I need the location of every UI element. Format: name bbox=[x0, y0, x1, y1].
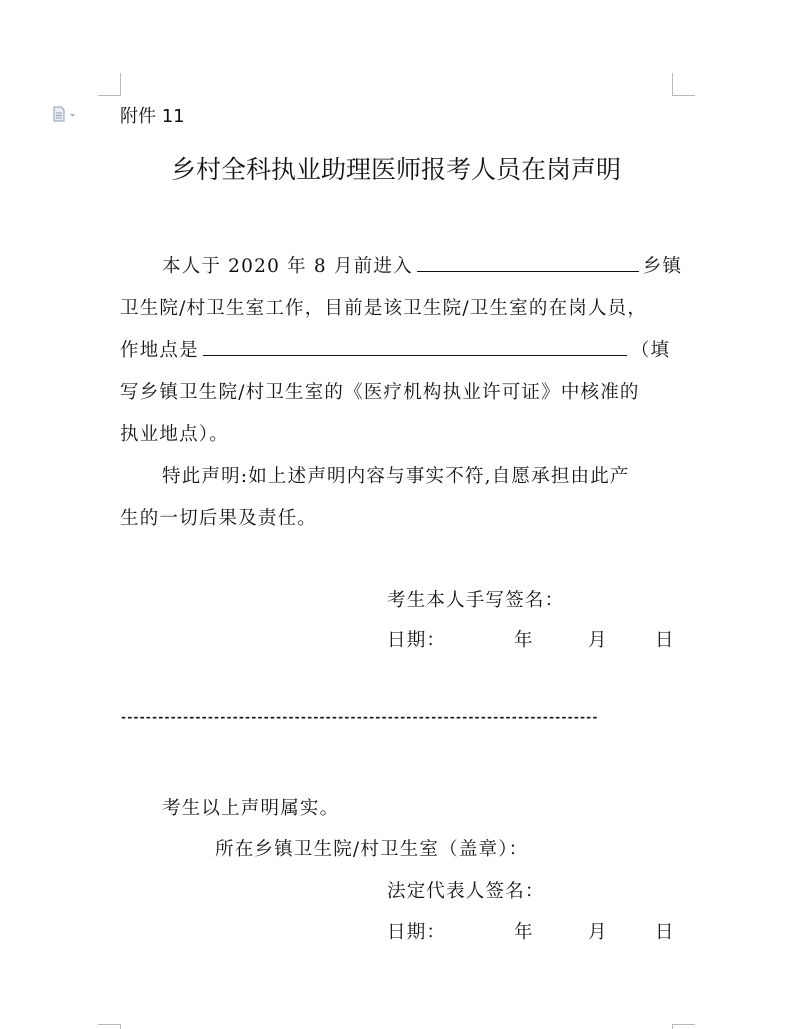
institution-date-label: 日期： bbox=[387, 922, 447, 943]
institution-date-day: 日 bbox=[655, 922, 675, 943]
dashed-divider: ----------------------------------------------------------------------------- bbox=[120, 710, 598, 724]
crop-mark-bottom-right bbox=[672, 1024, 695, 1029]
institution-date-year: 年 bbox=[514, 922, 534, 943]
institution-seal-label: 所在乡镇卫生院/村卫生室（盖章）： bbox=[215, 839, 529, 860]
para2-line1: 特此声明:如上述声明内容与事实不符,自愿承担由此产 bbox=[162, 466, 630, 487]
applicant-date-month: 月 bbox=[588, 630, 608, 651]
confirmation-text: 考生以上声明属实。 bbox=[162, 798, 340, 819]
attachment-label: 附件 11 bbox=[120, 106, 185, 127]
crop-mark-top-left bbox=[98, 73, 121, 96]
para1-line3-text: 作地点是 bbox=[120, 340, 199, 361]
para1-line1 bbox=[162, 252, 682, 278]
work-location-blank bbox=[203, 339, 627, 356]
page-title: 乡村全科执业助理医师报考人员在岗声明 bbox=[170, 155, 621, 184]
para2-line2: 生的一切后果及责任。 bbox=[120, 508, 318, 529]
document-icon bbox=[52, 106, 80, 122]
applicant-date-day: 日 bbox=[655, 630, 675, 651]
para1-line3 bbox=[120, 336, 670, 362]
chevron-down-icon bbox=[70, 114, 75, 117]
para1-line5: 执业地点）。 bbox=[120, 424, 229, 445]
applicant-date-year: 年 bbox=[514, 630, 534, 651]
para1-line2: 卫生院/村卫生室工作，目前是该卫生院/卫生室的在岗人员， bbox=[120, 298, 648, 319]
applicant-date-label: 日期： bbox=[387, 630, 447, 651]
para1-line3-suffix: （填 bbox=[630, 340, 671, 361]
legal-rep-signature-label: 法定代表人签名： bbox=[387, 881, 545, 902]
para1-line4: 写乡镇卫生院/村卫生室的《医疗机构执业许可证》中核准的 bbox=[120, 382, 640, 403]
document-options-button[interactable] bbox=[52, 106, 80, 122]
crop-mark-bottom-left bbox=[98, 1024, 121, 1029]
applicant-signature-label: 考生本人手写签名： bbox=[387, 590, 565, 611]
township-blank bbox=[417, 255, 639, 272]
institution-date-month: 月 bbox=[588, 922, 608, 943]
para1-line1-suffix: 乡镇 bbox=[642, 256, 683, 277]
para1-line1-text: 本人于 2020 年 8 月前进入 bbox=[162, 256, 413, 277]
crop-mark-top-right bbox=[672, 73, 695, 96]
